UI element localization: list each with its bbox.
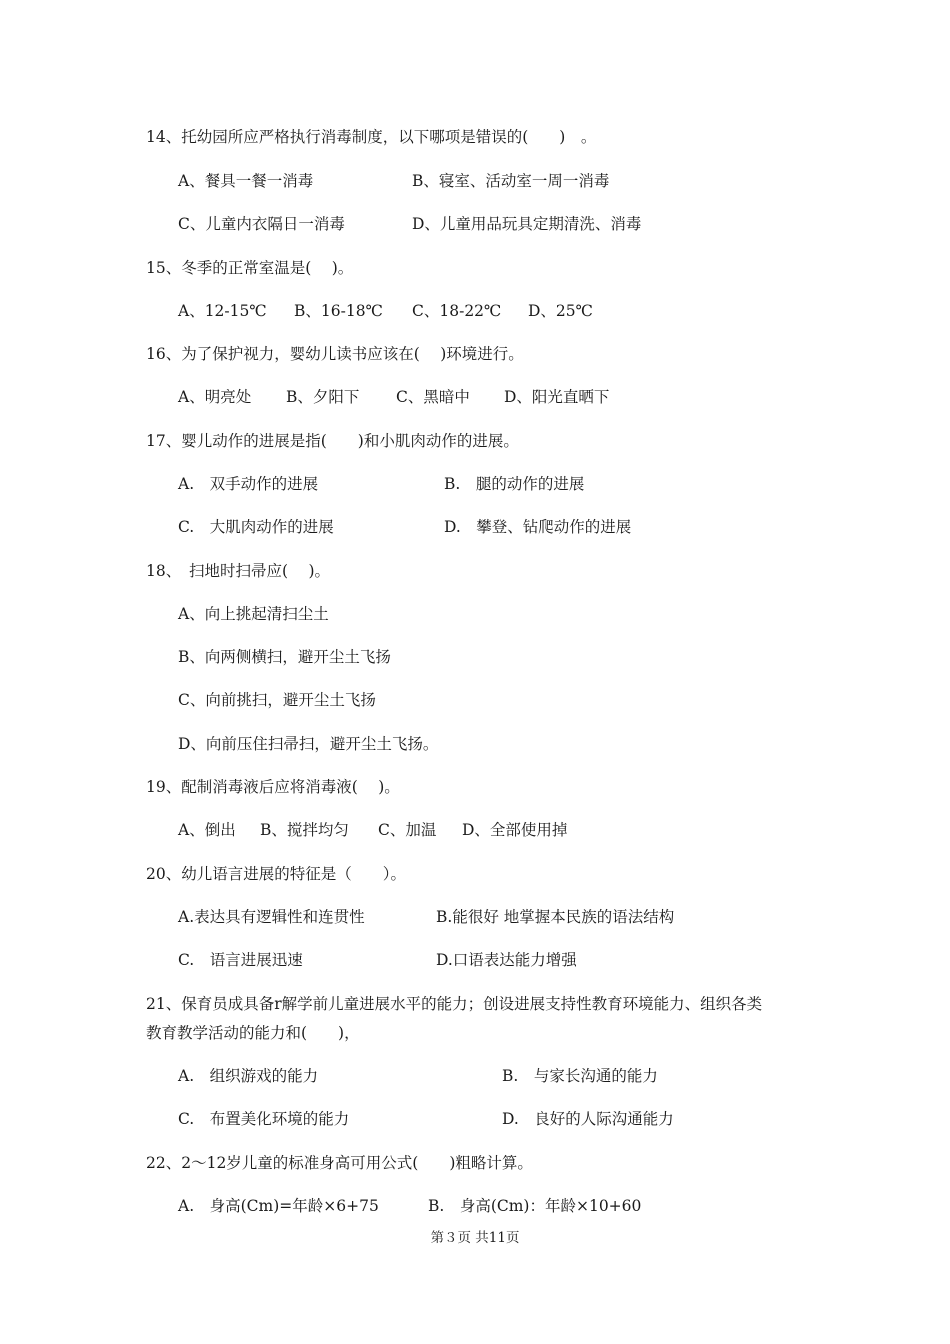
q15-option-c: C、18-22℃	[412, 302, 502, 320]
q19-option-c: C、加温	[378, 821, 437, 839]
question-14: 14、托幼园所应严格执行消毒制度，以下哪项是错误的( ) 。	[146, 128, 597, 146]
q17-option-a: A. 双手动作的进展	[178, 475, 319, 493]
q15-option-d: D、25℃	[528, 302, 593, 320]
q19-option-b: B、搅拌均匀	[260, 821, 349, 839]
q21-option-c: C. 布置美化环境的能力	[178, 1110, 350, 1128]
question-17: 17、婴儿动作的进展是指( )和小肌肉动作的进展。	[146, 432, 519, 450]
question-16: 16、为了保护视力，婴幼儿读书应该在( )环境进行。	[146, 345, 524, 363]
question-18: 18、 扫地时扫帚应( )。	[146, 562, 330, 580]
q17-option-b: B. 腿的动作的进展	[444, 475, 585, 493]
q14-option-b: B、寝室、活动室一周一消毒	[412, 172, 610, 190]
q20-option-a: A.表达具有逻辑性和连贯性	[178, 908, 365, 926]
q20-option-d: D.口语表达能力增强	[436, 951, 577, 969]
question-21-line-1: 21、保育员成具备r解学前儿童进展水平的能力；创设进展支持性教育环境能力、组织各类	[146, 995, 763, 1013]
q16-option-c: C、黑暗中	[396, 388, 470, 406]
question-15: 15、冬季的正常室温是( )。	[146, 259, 354, 277]
q20-option-b: B.能很好 地掌握本民族的语法结构	[436, 908, 675, 926]
q21-option-b: B. 与家长沟通的能力	[502, 1067, 658, 1085]
q16-option-a: A、明亮处	[178, 388, 252, 406]
question-22: 22、2～12岁儿童的标准身高可用公式( )粗略计算。	[146, 1154, 533, 1172]
q18-option-c: C、向前挑扫，避开尘土飞扬	[178, 691, 376, 709]
question-19: 19、配制消毒液后应将消毒液( )。	[146, 778, 400, 796]
q21-option-d: D. 良好的人际沟通能力	[502, 1110, 674, 1128]
q20-option-c: C. 语言进展迅速	[178, 951, 303, 969]
page-number-footer: 第３页 共11页	[430, 1230, 520, 1246]
q17-option-c: C. 大肌肉动作的进展	[178, 518, 334, 536]
q17-option-d: D. 攀登、钻爬动作的进展	[444, 518, 632, 536]
question-20: 20、幼儿语言进展的特征是（ ）。	[146, 865, 406, 883]
q22-option-b: B. 身高(Cm)：年龄×10+60	[428, 1197, 642, 1215]
q15-option-b: B、16-18℃	[294, 302, 383, 320]
question-21-line-2: 教育教学活动的能力和( )，	[146, 1024, 360, 1042]
q14-option-a: A、餐具一餐一消毒	[178, 172, 314, 190]
q14-option-c: C、儿童内衣隔日一消毒	[178, 215, 345, 233]
q15-option-a: A、12-15℃	[178, 302, 267, 320]
q19-option-a: A、倒出	[178, 821, 236, 839]
q14-option-d: D、儿童用品玩具定期清洗、消毒	[412, 215, 642, 233]
q18-option-d: D、向前压住扫帚扫，避开尘土飞扬。	[178, 735, 439, 753]
q19-option-d: D、全部使用掉	[462, 821, 568, 839]
q21-option-a: A. 组织游戏的能力	[178, 1067, 319, 1085]
q22-option-a: A. 身高(Cm)=年龄×6+75	[178, 1197, 379, 1215]
q18-option-b: B、向两侧横扫，避开尘土飞扬	[178, 648, 391, 666]
q18-option-a: A、向上挑起清扫尘土	[178, 605, 329, 623]
q16-option-d: D、阳光直晒下	[504, 388, 610, 406]
q16-option-b: B、夕阳下	[286, 388, 360, 406]
